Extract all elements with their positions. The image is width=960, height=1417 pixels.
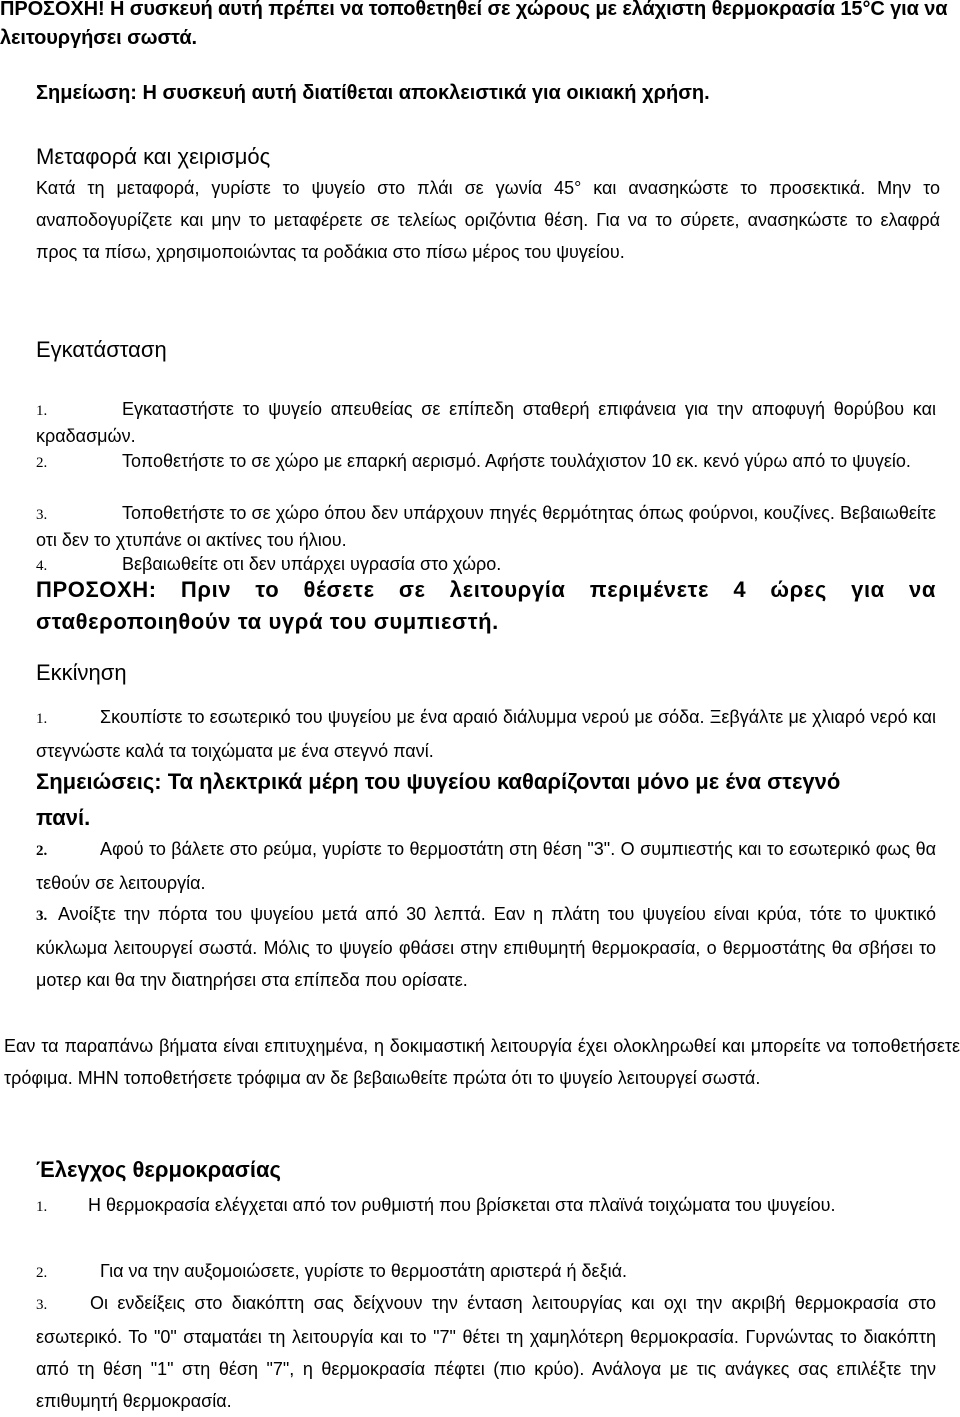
item-text: Τοποθετήστε το σε χώρο με επαρκή αερισμό. Αφήστε τουλάχιστον 10 εκ. κενό γύρω από το ψυγείο. xyxy=(122,451,911,471)
item-number: 2. xyxy=(36,1265,48,1281)
temperature-item-2 xyxy=(36,1255,936,1289)
item-number: 1. xyxy=(36,1199,48,1215)
item-text: Για να την αυξομοιώσετε, γυρίστε το θερμοστάτη αριστερά ή δεξιά. xyxy=(100,1261,628,1281)
item-text: Τοποθετήστε το σε χώρο όπου δεν υπάρχουν πηγές θερμότητας όπως φούρνοι, κουζίνες. Βεβαιωθείτε οτι δεν το χτυπάνε οι ακτίνες του ήλιου. xyxy=(36,503,936,550)
item-text: Οι ενδείξεις στο διακόπτη σας δείχνουν την ένταση λειτουργίας και οχι την ακριβή θερμοκρασία στο εσωτερικό. Το "0" σταματάει τη λειτουργία και το "7" θέτει τη χαμηλότερη θερμοκρασία. Γυρνώντας το διακόπτη από τη θέση "1" στη θέση "7", η θερμοκρασία πέφτει (πιο κρύο). Ανάλογα με τις ανάγκες σας επιλέξτε την επιθυμητή θερμοκρασία. xyxy=(36,1293,936,1411)
item-number: 1. xyxy=(36,711,48,727)
item-text: Σκουπίστε το εσωτερικό του ψυγείου με ένα αραιό διάλυμμα νερού με σόδα. Ξεβγάλτε με χλιαρό νερό και στεγνώστε καλά τα τοιχώματα με ένα στεγνό πανί. xyxy=(36,707,936,761)
item-number: 3. xyxy=(36,507,48,523)
item-number: 2. xyxy=(36,455,48,471)
item-number: 2. xyxy=(36,843,48,859)
item-text: Εγκαταστήστε το ψυγείο απευθείας σε επίπεδη σταθερή επιφάνεια για την αποφυγή θορύβου και κραδασμών. xyxy=(36,399,936,446)
transport-heading: Μεταφορά και χειρισμός xyxy=(36,144,271,169)
temperature-item-1 xyxy=(36,1189,936,1223)
transport-paragraph: Κατά τη μεταφορά, γυρίστε το ψυγείο στο πλάι σε γωνία 45° και ανασηκώστε το προσεκτικά. Μην το αναποδογυρίζετε και μην το μεταφέρετε σε τελείως οριζόντια θέση. Για να το σύρετε, ανασηκώστε το ελαφρά προς τα πίσω, χρησιμοποιώντας τα ροδάκια στο πίσω μέρος του ψυγείου. xyxy=(36,178,940,262)
item-text: Βεβαιωθείτε οτι δεν υπάρχει υγρασία στο χώρο. xyxy=(122,554,502,574)
compressor-warning: ΠΡΟΣΟΧΗ: Πριν το θέσετε σε λειτουργία περιμένετε 4 ώρες για να σταθεροποιηθούν τα υγρά του συμπιεστή. xyxy=(36,577,936,634)
installation-item-2 xyxy=(36,449,936,476)
startup-item-3 xyxy=(36,898,936,996)
temperature-control-heading: Έλεγχος θερμοκρασίας xyxy=(36,1157,281,1182)
item-number: 3. xyxy=(36,1297,48,1313)
installation-item-3 xyxy=(36,501,936,553)
installation-heading: Εγκατάσταση xyxy=(36,337,167,362)
household-use-note: Σημείωση: Η συσκευή αυτή διατίθεται αποκλειστικά για οικιακή χρήση. xyxy=(36,82,710,104)
startup-item-1 xyxy=(36,701,936,767)
startup-heading: Εκκίνηση xyxy=(36,660,127,685)
item-number: 3. xyxy=(36,908,48,924)
installation-item-1 xyxy=(36,397,936,449)
startup-item-2 xyxy=(36,833,936,899)
test-run-summary: Εαν τα παραπάνω βήματα είναι επιτυχημένα, η δοκιμαστική λειτουργία έχει ολοκληρωθεί και μπορείτε να τοποθετήσετε τρόφιμα. ΜΗΝ τοποθετήσετε τρόφιμα αν δε βεβαιωθείτε πρώτα ότι το ψυγείο λειτουργεί σωστά. xyxy=(4,1036,960,1088)
temperature-warning: ΠΡΟΣΟΧΗ! Η συσκευή αυτή πρέπει να τοποθετηθεί σε χώρους με ελάχιστη θερμοκρασία 15°C για να λειτουργήσει σωστά. xyxy=(0,0,948,49)
cleaning-note: Σημειώσεις: Τα ηλεκτρικά μέρη του ψυγείου καθαρίζονται μόνο με ένα στεγνό πανί. xyxy=(36,769,841,830)
item-number: 4. xyxy=(36,558,48,574)
item-text: Η θερμοκρασία ελέγχεται από τον ρυθμιστή που βρίσκεται στα πλαϊνά τοιχώματα του ψυγείου. xyxy=(88,1195,836,1215)
item-text: Αφού το βάλετε στο ρεύμα, γυρίστε το θερμοστάτη στη θέση "3". Ο συμπιεστής και το εσωτερικό φως θα τεθούν σε λειτουργία. xyxy=(36,839,936,893)
temperature-item-3 xyxy=(36,1287,936,1417)
item-text: Ανοίξτε την πόρτα του ψυγείου μετά από 30 λεπτά. Εαν η πλάτη του ψυγείου είναι κρύα, τότε το ψυκτικό κύκλωμα λειτουργεί σωστά. Μόλις το ψυγείο φθάσει στην επιθυμητή θερμοκρασία, ο θερμοστάτης θα σβήσει το μοτερ και θα την διατηρήσει στα επίπεδα που ορίσατε. xyxy=(36,904,936,990)
item-number: 1. xyxy=(36,403,48,419)
